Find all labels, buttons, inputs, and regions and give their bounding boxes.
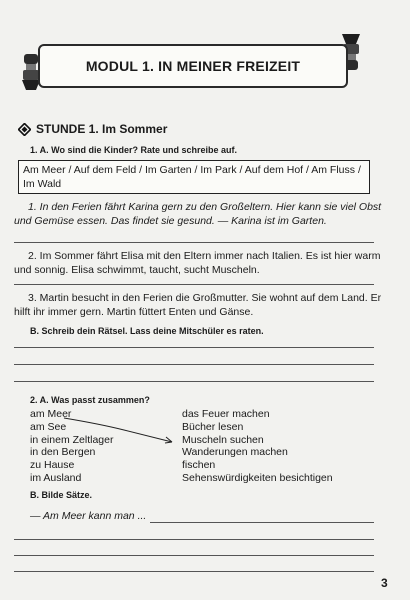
riddle-1: 1. In den Ferien fährt Karina gern zu den Großeltern. Hier kann sie viel Obst und Gemüse essen. Das findet sie gesund. — Karina ist im Garten.: [14, 201, 382, 227]
task1b-instruction: B. Schreib dein Rätsel. Lass deine Mitschüler es raten.: [30, 326, 264, 336]
answer-line[interactable]: [14, 539, 374, 540]
match-right-item[interactable]: Sehenswürdigkeiten besichtigen: [182, 471, 333, 484]
section-heading: [18, 122, 167, 136]
task2b-instruction: B. Bilde Sätze.: [30, 490, 93, 500]
match-left-item[interactable]: im Ausland: [30, 471, 82, 484]
match-right-item[interactable]: Wanderungen machen: [182, 446, 288, 459]
match-right-item[interactable]: Muscheln suchen: [182, 433, 264, 446]
match-left-item[interactable]: am Meer: [30, 408, 72, 420]
answer-line[interactable]: [14, 571, 374, 572]
answer-line[interactable]: [14, 381, 374, 382]
match-left-item[interactable]: am See: [30, 420, 67, 433]
word-box: Am Meer / Auf dem Feld / Im Garten / Im Park / Auf dem Hof / Am Fluss / Im Wald: [18, 160, 370, 194]
match-connector-arrow: [60, 412, 200, 446]
diamond-bullet-icon: [18, 123, 31, 136]
match-left-item[interactable]: in einem Zeltlager: [30, 433, 114, 446]
answer-line[interactable]: [150, 522, 374, 523]
match-right-item[interactable]: das Feuer machen: [182, 408, 270, 420]
match-right-item[interactable]: fischen: [182, 459, 216, 472]
answer-line[interactable]: [14, 242, 374, 243]
module-title: MODUL 1. IN MEINER FREIZEIT: [85, 58, 301, 74]
task2-instruction: 2. A. Was passt zusammen?: [30, 395, 150, 405]
match-right-column: [182, 408, 333, 485]
task1-instruction: 1. A. Wo sind die Kinder? Rate und schreibe auf.: [30, 145, 238, 155]
match-left-item[interactable]: in den Bergen: [30, 446, 96, 459]
page-number: 3: [381, 576, 388, 590]
section-title: STUNDE 1. Im Sommer: [36, 122, 168, 136]
answer-line[interactable]: [14, 347, 374, 348]
match-left-item[interactable]: zu Hause: [30, 459, 75, 472]
answer-line[interactable]: [14, 364, 374, 365]
answer-starter: — Am Meer kann man ...: [30, 510, 147, 522]
module-banner: [38, 44, 348, 88]
answer-line[interactable]: [14, 284, 374, 285]
riddle-3: 3. Martin besucht in den Ferien die Großmutter. Sie wohnt auf dem Land. Er hilft ihr immer gern. Martin füttert Enten und Gänse.: [14, 292, 382, 318]
riddle-2: 2. Im Sommer fährt Elisa mit den Eltern immer nach Italien. Es ist hier warm und sonnig. Elisa schwimmt, taucht, sucht Muscheln.: [14, 250, 381, 276]
answer-line[interactable]: [14, 555, 374, 556]
match-right-item[interactable]: Bücher lesen: [182, 420, 244, 433]
